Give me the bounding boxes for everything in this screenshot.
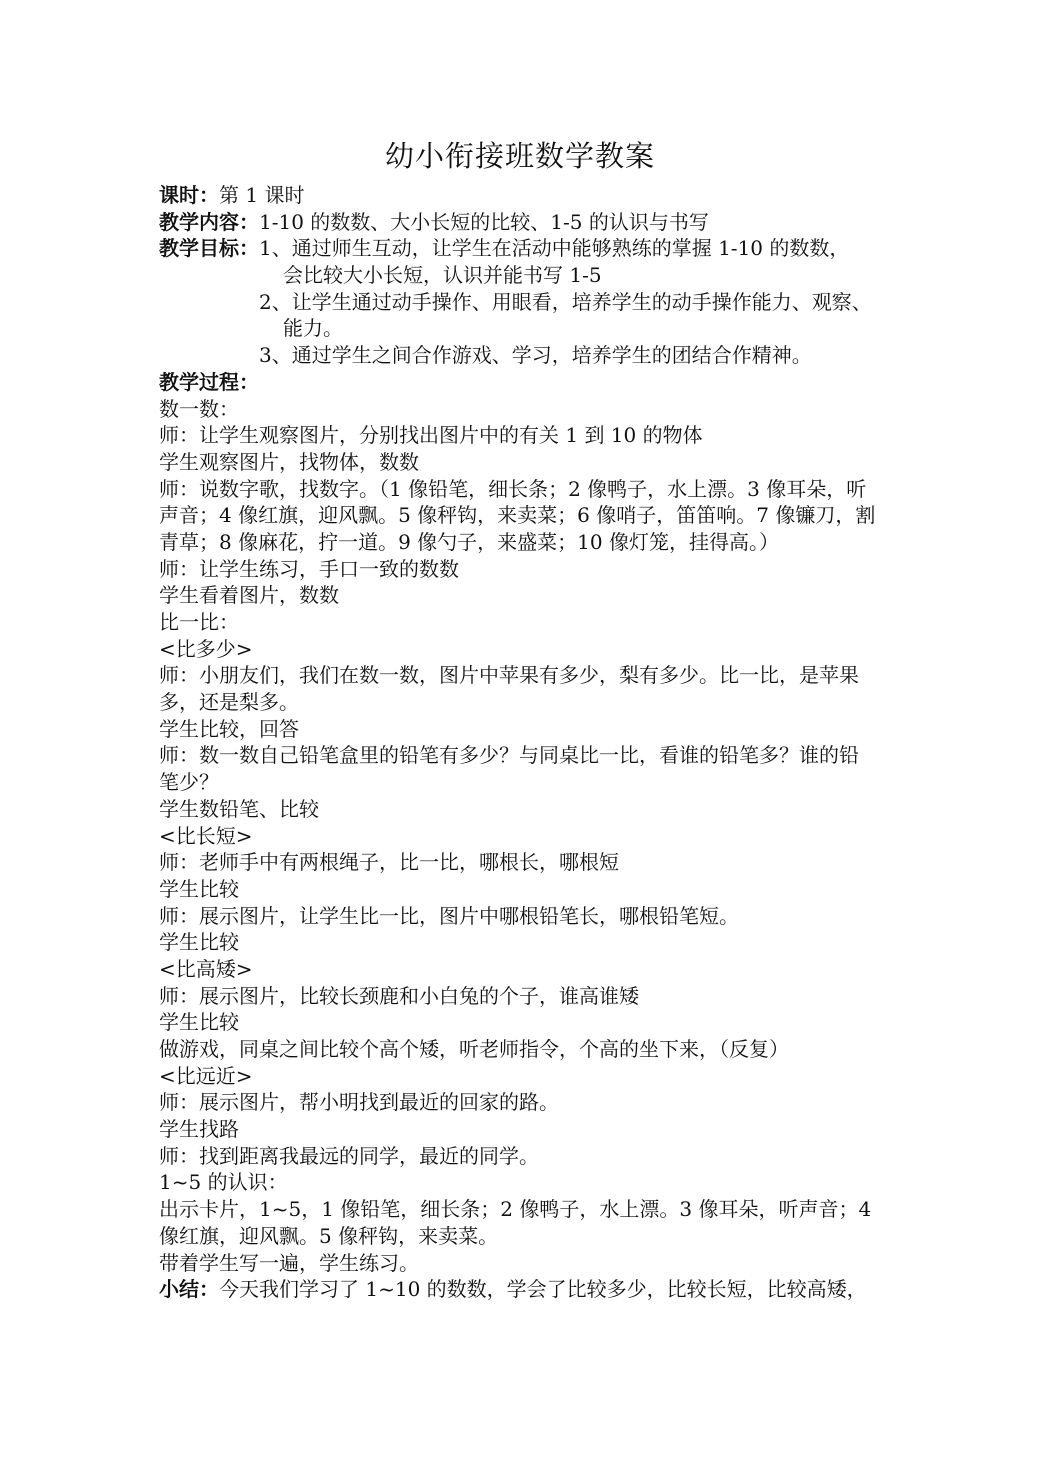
process-line: 做游戏，同桌之间比较个高个矮，听老师指令，个高的坐下来，（反复） xyxy=(159,1037,789,1061)
teaching-goal-line-1 xyxy=(159,235,899,262)
process-line: 师：让学生观察图片，分别找出图片中的有关 1 到 10 的物体 xyxy=(159,423,703,448)
summary-value: 今天我们学习了 1~10 的数数，学会了比较多少，比较长短，比较高矮， xyxy=(219,1277,867,1302)
process-line: 学生数铅笔、比较 xyxy=(159,796,319,821)
document-body xyxy=(159,182,899,1303)
process-line: <比高矮> xyxy=(159,956,253,981)
process-line: 比一比： xyxy=(159,610,239,634)
process-line: 师：数一数自己铅笔盒里的铅笔有多少？与同桌比一比，看谁的铅笔多？谁的铅 xyxy=(159,743,859,768)
teaching-goal-1: 1、通过师生互动，让学生在活动中能够熟练的掌握 1-10 的数数， xyxy=(259,236,850,261)
process-line: 师：让学生练习，手口一致的数数 xyxy=(159,556,459,581)
process-line: 学生比较 xyxy=(159,876,239,901)
process-line: 师：找到距离我最远的同学，最近的同学。 xyxy=(159,1143,539,1168)
summary-label: 小结： xyxy=(159,1277,219,1302)
teaching-goal-1-cont: 会比较大小长短，认识并能书写 1-5 xyxy=(283,263,602,288)
process-line: 学生比较 xyxy=(159,1010,239,1035)
process-line: 师：展示图片，帮小明找到最近的回家的路。 xyxy=(159,1090,559,1115)
teaching-process-lines xyxy=(159,396,899,1277)
process-line: 师：展示图片，让学生比一比，图片中哪根铅笔长，哪根铅笔短。 xyxy=(159,903,739,928)
teaching-goal-2-cont: 能力。 xyxy=(283,316,343,341)
process-line: 笔少？ xyxy=(159,770,219,795)
teaching-process-label: 教学过程： xyxy=(159,369,259,394)
process-line: 青草；8 像麻花，拧一道。9 像勺子，来盛菜；10 像灯笼，挂得高。） xyxy=(159,529,779,554)
process-line: <比远近> xyxy=(159,1063,253,1088)
process-line: 像红旗，迎风飘。5 像秤钩，来卖菜。 xyxy=(159,1223,499,1248)
process-line: 1~5 的认识： xyxy=(159,1170,288,1195)
lesson-period-value: 第 1 课时 xyxy=(219,183,305,207)
document-title: 幼小衔接班数学教案 xyxy=(384,139,655,173)
lesson-period-line xyxy=(159,182,899,209)
teaching-goal-2: 2、让学生通过动手操作、用眼看，培养学生的动手操作能力、观察、 xyxy=(259,289,872,314)
process-line: 师：展示图片，比较长颈鹿和小白兔的个子，谁高谁矮 xyxy=(159,983,639,1008)
teaching-content-line xyxy=(159,209,899,236)
process-line: 学生找路 xyxy=(159,1117,239,1142)
process-line: 声音；4 像红旗，迎风飘。5 像秤钩，来卖菜；6 像哨子，笛笛响。7 像镰刀，割 xyxy=(159,503,876,528)
teaching-goal-label: 教学目标： xyxy=(159,236,259,261)
process-line: <比多少> xyxy=(159,636,253,661)
process-line: 数一数： xyxy=(159,396,239,421)
process-line: 出示卡片，1~5，1 像铅笔，细长条；2 像鸭子，水上漂。3 像耳朵，听声音；4 xyxy=(159,1197,872,1222)
process-line: 师：小朋友们，我们在数一数，图片中苹果有多少，梨有多少。比一比，是苹果 xyxy=(159,663,859,688)
process-line: 带着学生写一遍，学生练习。 xyxy=(159,1250,419,1275)
process-line: 多，还是梨多。 xyxy=(159,690,299,715)
teaching-content-value: 1-10 的数数、大小长短的比较、1-5 的认识与书写 xyxy=(259,209,709,234)
process-line: 学生比较，回答 xyxy=(159,716,299,741)
process-line: 学生比较 xyxy=(159,930,239,955)
summary-line xyxy=(159,1276,899,1303)
process-line: 学生观察图片，找物体，数数 xyxy=(159,449,419,474)
process-line: 师：说数字歌，找数字。（1 像铅笔，细长条；2 像鸭子，水上漂。3 像耳朵，听 xyxy=(159,476,867,501)
teaching-content-label: 教学内容： xyxy=(159,209,259,234)
lesson-period-label: 课时： xyxy=(159,183,219,207)
teaching-goal-3: 3、通过学生之间合作游戏、学习，培养学生的团结合作精神。 xyxy=(259,343,812,368)
process-line: 学生看着图片，数数 xyxy=(159,583,339,608)
process-line: <比长短> xyxy=(159,823,253,848)
process-line: 师：老师手中有两根绳子，比一比，哪根长，哪根短 xyxy=(159,850,619,875)
